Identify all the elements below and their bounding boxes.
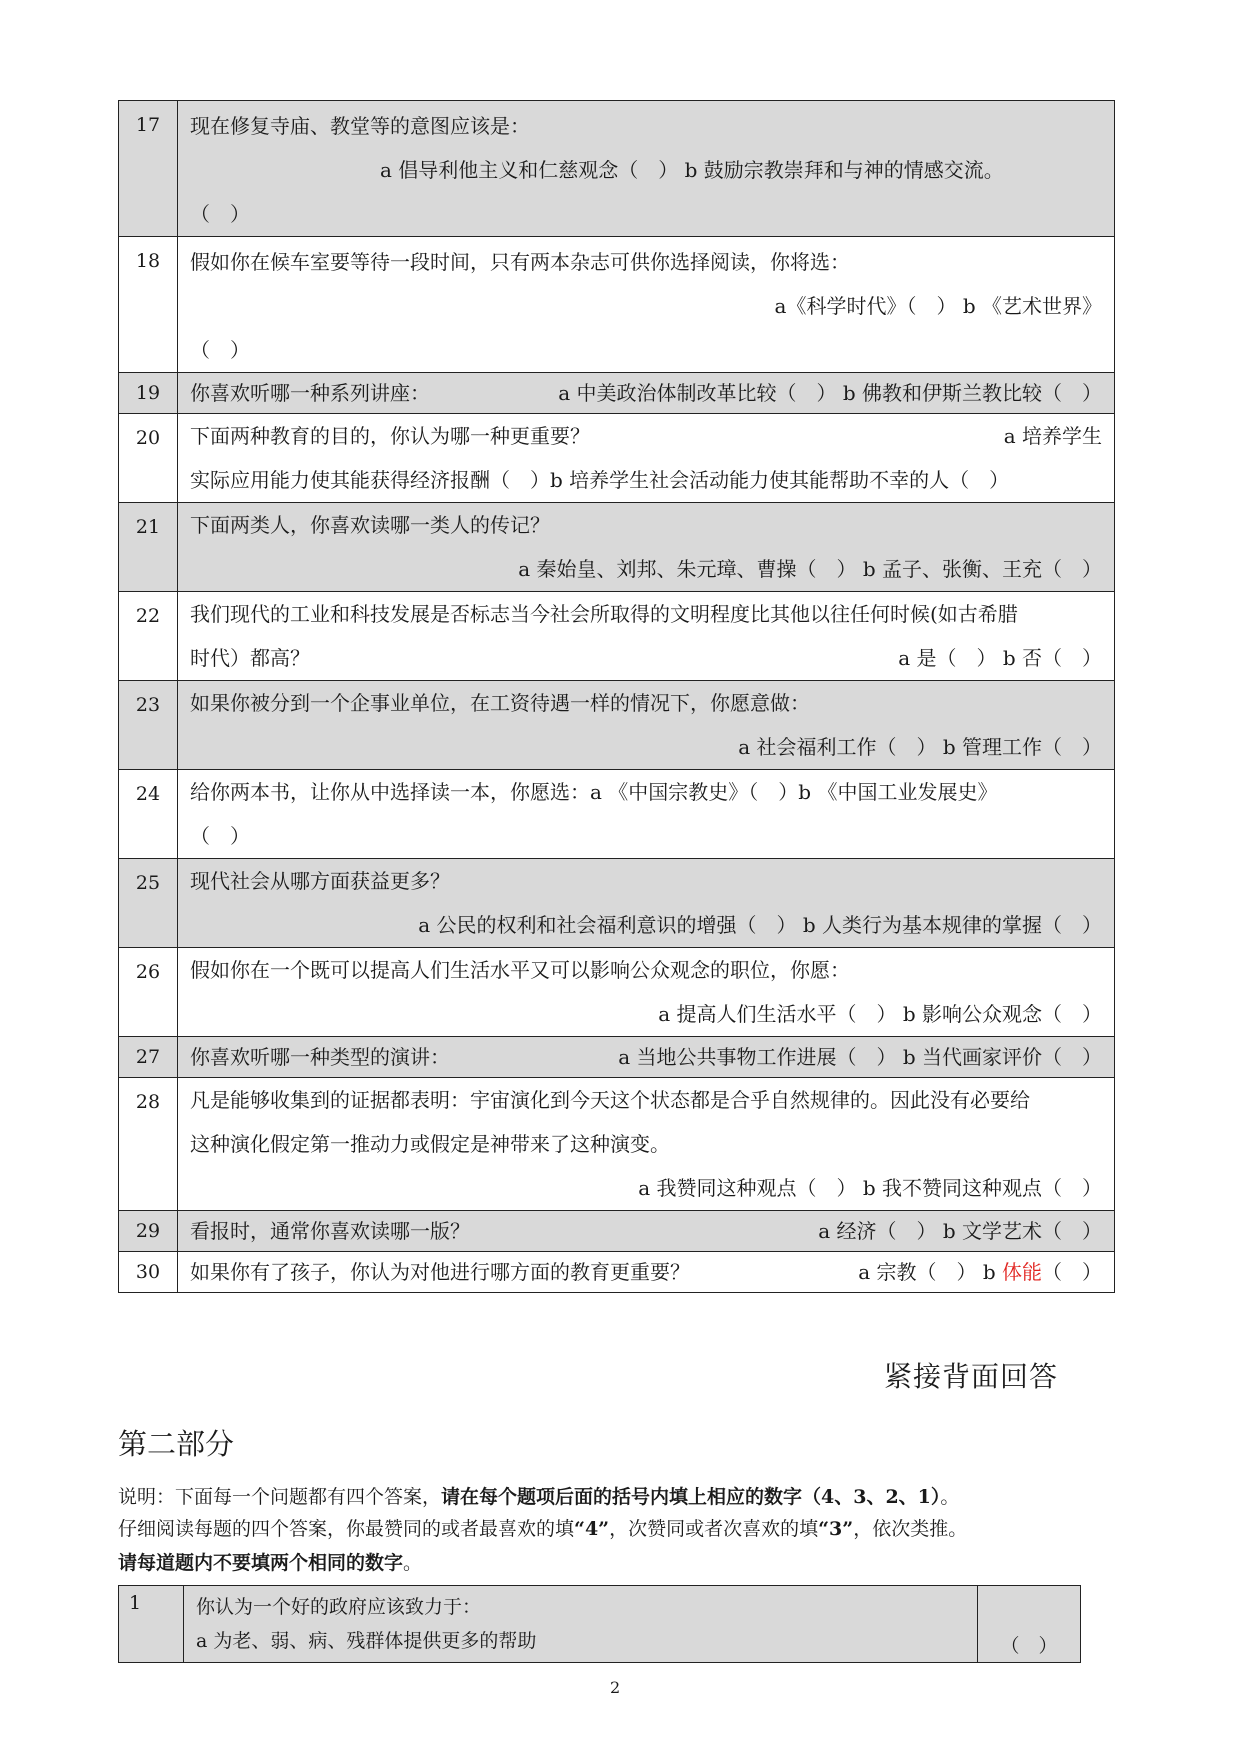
question-text: 凡是能够收集到的证据都表明：宇宙演化到今天这个状态都是合乎自然规律的。因此没有必要给: [190, 1088, 1030, 1112]
question-text: 你喜欢听哪一种类型的演讲：: [190, 1045, 450, 1069]
question-number: 21: [119, 503, 178, 592]
question-row-29: [119, 1211, 1115, 1252]
question-row-28: [119, 1078, 1115, 1211]
question-row-27: [119, 1037, 1115, 1078]
instruction-line-1: 说明：下面每一个问题都有四个答案，请在每个题项后面的括号内填上相应的数字（4、3、2、1）。: [118, 1486, 960, 1508]
question-text-continued: 时代）都高？: [190, 646, 310, 670]
answer-options[interactable]: 实际应用能力使其能获得经济报酬（ ）b 培养学生社会活动能力使其能帮助不幸的人（ ）: [190, 468, 1010, 492]
question-row-26: [119, 948, 1115, 1037]
answer-options[interactable]: a 提高人们生活水平（ ） b 影响公众观念（ ）: [658, 1002, 1102, 1026]
answer-options[interactable]: a 中美政治体制改革比较（ ） b 佛教和伊斯兰教比较（ ）: [558, 381, 1102, 405]
question-row-21: [119, 503, 1115, 592]
question-row-17: [119, 101, 1115, 237]
answer-option-a-start[interactable]: a 培养学生: [1003, 424, 1102, 448]
question-row-24: [119, 770, 1115, 859]
answer-blank[interactable]: （ ）: [190, 824, 250, 848]
question-text-continued: 这种演化假定第一推动力或假定是神带来了这种演变。: [190, 1132, 670, 1156]
question-number: 23: [119, 681, 178, 770]
question-row-20: [119, 414, 1115, 503]
question-text: 现在修复寺庙、教堂等的意图应该是：: [190, 114, 530, 138]
answer-options[interactable]: a 公民的权利和社会福利意识的增强（ ） b 人类行为基本规律的掌握（ ）: [418, 913, 1102, 937]
question-text: 下面两种教育的目的，你认为哪一种更重要？: [190, 424, 590, 448]
question-number: 25: [119, 859, 178, 948]
question-text: 假如你在一个既可以提高人们生活水平又可以影响公众观念的职位，你愿：: [190, 958, 850, 982]
continue-on-back-note: 紧接背面回答: [884, 1360, 1059, 1393]
question-row-25: [119, 859, 1115, 948]
answer-options[interactable]: a 是（ ） b 否（ ）: [898, 646, 1102, 670]
answer-option-a: a 为老、弱、病、残群体提供更多的帮助: [196, 1630, 537, 1652]
section-title: 第二部分: [118, 1427, 235, 1461]
answer-options[interactable]: [858, 1252, 1102, 1292]
question-number: 1: [119, 1586, 184, 1663]
question-number: 24: [119, 770, 178, 859]
question-number: 27: [119, 1037, 178, 1078]
answer-blank[interactable]: （ ）: [190, 338, 250, 362]
question-text: 假如你在候车室要等待一段时间，只有两本杂志可供你选择阅读，你将选：: [190, 250, 850, 274]
instruction-line-3: 请每道题内不要填两个相同的数字。: [118, 1552, 423, 1574]
answer-option-a: a 宗教（ ） b: [858, 1260, 1002, 1284]
question-text: 给你两本书，让你从中选择读一本，你愿选：a 《中国宗教史》（ ）b 《中国工业发展史》: [190, 780, 998, 804]
question-text: 现代社会从哪方面获益更多？: [190, 869, 450, 893]
question-text: 我们现代的工业和科技发展是否标志当今社会所取得的文明程度比其他以往任何时候(如古希腊: [190, 602, 1018, 626]
answer-options[interactable]: a 当地公共事物工作进展（ ） b 当代画家评价（ ）: [618, 1045, 1102, 1069]
question-number: 26: [119, 948, 178, 1037]
page-number: 2: [610, 1678, 621, 1697]
instruction-line-2: 仔细阅读每题的四个答案，你最赞同的或者最喜欢的填“4”，次赞同或者次喜欢的填“3”，依次类推。: [118, 1518, 968, 1540]
answer-options[interactable]: a 倡导利他主义和仁慈观念（ ） b 鼓励宗教崇拜和与神的情感交流。: [380, 158, 1004, 182]
answer-options[interactable]: a 经济（ ） b 文学艺术（ ）: [818, 1219, 1102, 1243]
questionnaire-table: [118, 100, 1115, 1293]
answer-blank: （ ）: [1042, 1260, 1102, 1284]
question-text: 你认为一个好的政府应该致力于：: [196, 1596, 482, 1618]
question-number: 17: [119, 101, 178, 237]
question-number: 22: [119, 592, 178, 681]
question-row-18: [119, 237, 1115, 373]
question-text: 你喜欢听哪一种系列讲座：: [190, 381, 430, 405]
question-row-19: [119, 373, 1115, 414]
question-row-23: [119, 681, 1115, 770]
question-number: 29: [119, 1211, 178, 1252]
question-number: 18: [119, 237, 178, 373]
part2-question-table: [118, 1585, 1081, 1663]
question-number: 19: [119, 373, 178, 414]
question-text: 如果你被分到一个企事业单位，在工资待遇一样的情况下，你愿意做：: [190, 691, 810, 715]
question-row-30: [119, 1252, 1115, 1293]
question-number: 30: [119, 1252, 178, 1293]
question-number: 28: [119, 1078, 178, 1211]
answer-options[interactable]: a 秦始皇、刘邦、朱元璋、曹操（ ） b 孟子、张衡、王充（ ）: [518, 557, 1102, 581]
question-text: 下面两类人，你喜欢读哪一类人的传记？: [190, 513, 550, 537]
question-number: 20: [119, 414, 178, 503]
part2-question-row-1: [119, 1586, 1081, 1663]
answer-options[interactable]: a 社会福利工作（ ） b 管理工作（ ）: [738, 735, 1102, 759]
answer-options[interactable]: a《科学时代》（ ） b 《艺术世界》: [774, 294, 1102, 318]
answer-blank[interactable]: （ ）: [190, 202, 250, 226]
question-text: 如果你有了孩子，你认为对他进行哪方面的教育更重要？: [190, 1260, 690, 1284]
answer-options[interactable]: a 我赞同这种观点（ ） b 我不赞同这种观点（ ）: [638, 1176, 1102, 1200]
answer-option-b-highlight: 体能: [1002, 1260, 1042, 1284]
question-text: 看报时，通常你喜欢读哪一版？: [190, 1219, 470, 1243]
answer-input-a[interactable]: （ ）: [978, 1586, 1081, 1663]
question-row-22: [119, 592, 1115, 681]
